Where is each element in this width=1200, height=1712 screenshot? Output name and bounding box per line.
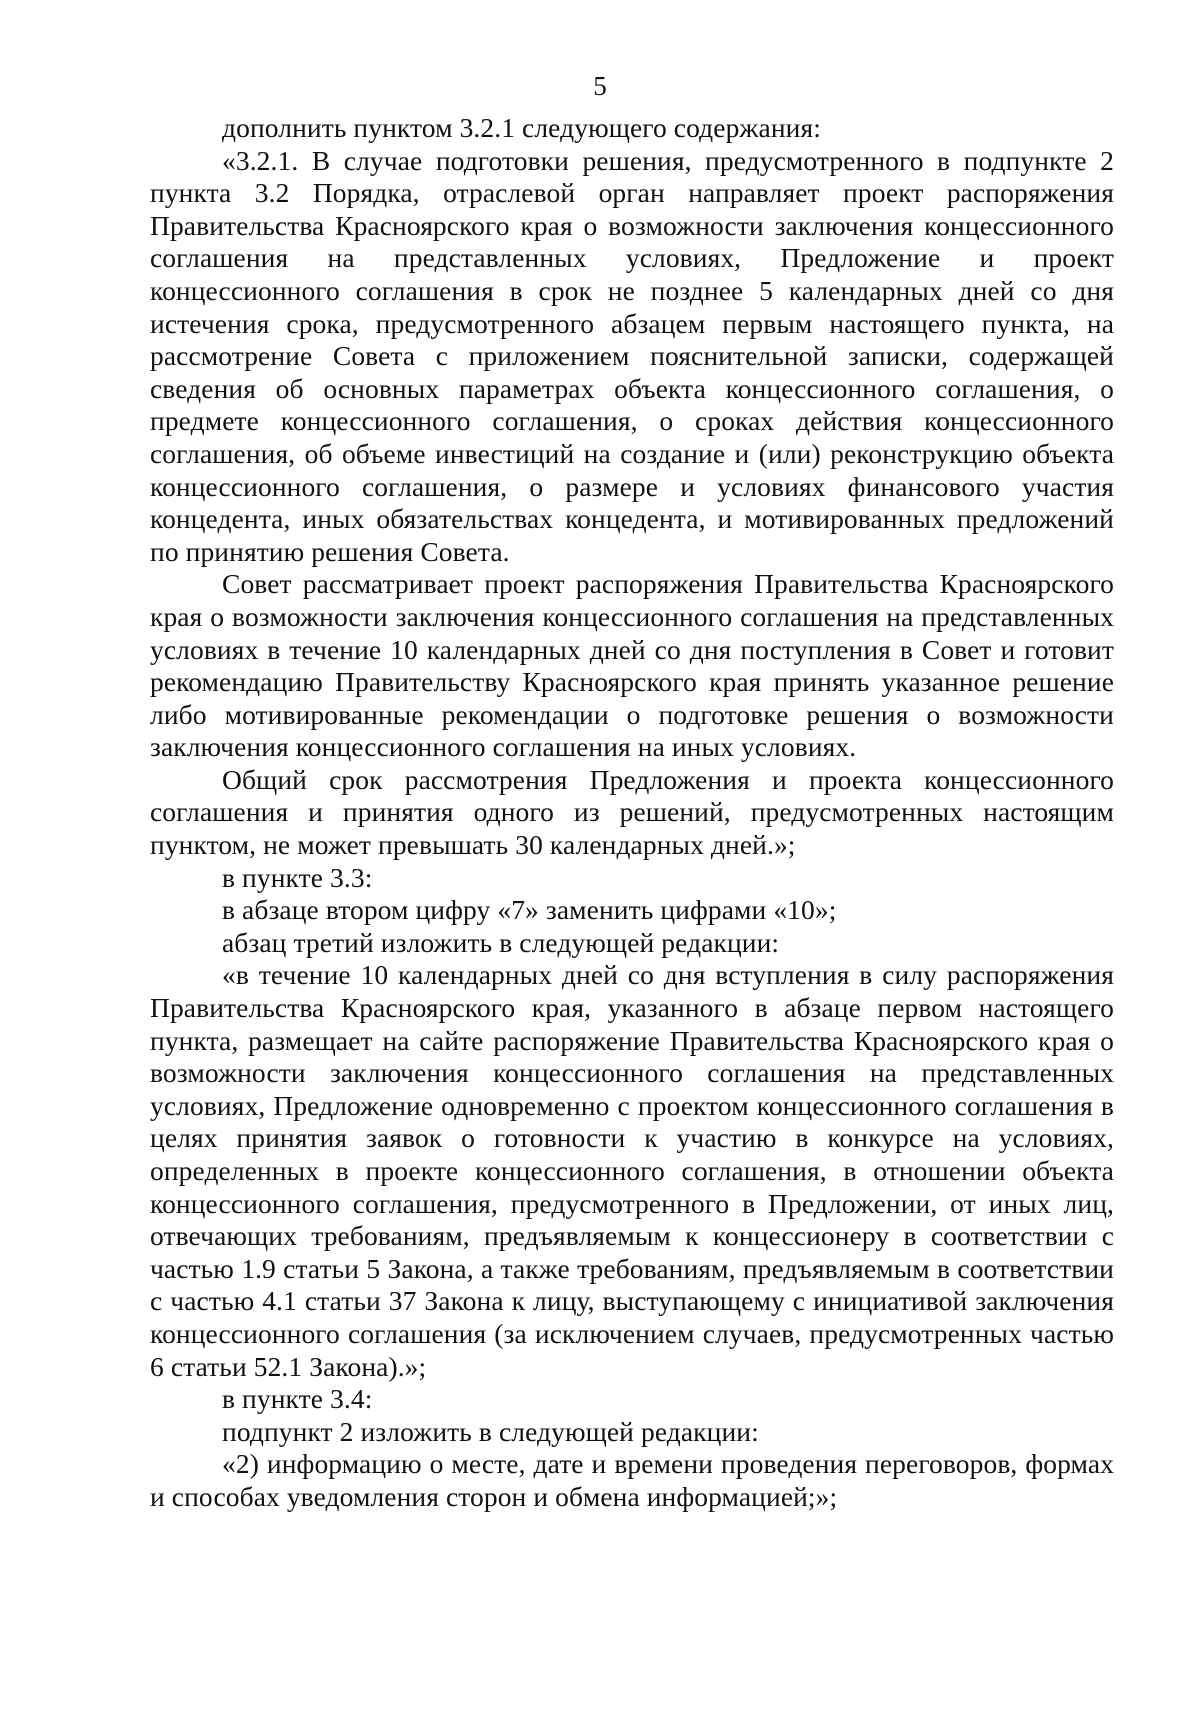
paragraph-third-abzac: абзац третий изложить в следующей редакции: — [222, 926, 780, 958]
paragraph-total-term: Общий срок рассмотрения Предложения и проекта концессионного соглашения и принятия одного из решений, предусмотренных настоящим пунктом, не может превышать 30 календарных дней.»; — [150, 763, 1114, 861]
paragraph-clause-3-4: в пункте 3.4: — [222, 1383, 373, 1415]
paragraph-clause-3-2-1: «3.2.1. В случае подготовки решения, предусмотренного в подпункте 2 пункта 3.2 Порядка, отраслевой орган направляет проект распоряжения Правительства Красноярского края о возможности заключения концессионного соглашения на представленных условиях, Предложение и проект концессионного соглашения в срок не позднее 5 календарных дней со дня истечения срока, предусмотренного абзацем первым настоящего пункта, на рассмотрение Совета с приложением пояснительной записки, содержащей сведения об основных параметрах объекта концессионного соглашения, о предмете концессионного соглашения, о сроках действия концессионного соглашения, об объеме инвестиций на создание и (или) реконструкцию объекта концессионного соглашения, о размере и условиях финансового участия концедента, иных обязательствах концедента, и мотивированных предложений по принятию решения Совета. — [150, 144, 1114, 567]
paragraph-clause-3-3: в пункте 3.3: — [222, 861, 373, 893]
paragraph-new-wording: «в течение 10 календарных дней со дня вступления в силу распоряжения Правительства Красноярского края, указанного в абзаце первом настоящего пункта, размещает на сайте распоряжение Правительства Красноярского края о возможности заключения концессионного соглашения на представленных условиях, Предложение одновременно с проектом концессионного соглашения в целях принятия заявок о готовности к участию в конкурсе на условиях, определенных в проекте концессионного соглашения, в отношении объекта концессионного соглашения, предусмотренного в Предложении, от иных лиц, отвечающих требованиям, предъявляемым к концессионеру в соответствии с частью 1.9 статьи 5 Закона, а также требованиям, предъявляемым в соответствии с частью 4.1 статьи 37 Закона к лицу, выступающему с инициативой заключения концессионного соглашения (за исключением случаев, предусмотренных частью 6 статьи 52.1 Закона).»; — [150, 959, 1114, 1382]
paragraph-subclause-2: подпункт 2 изложить в следующей редакции: — [222, 1415, 759, 1447]
paragraph-council-review: Совет рассматривает проект распоряжения Правительства Красноярского края о возможности заключения концессионного соглашения на представленных условиях в течение 10 календарных дней со дня поступления в Совет и готовит рекомендацию Правительству Красноярского края принять указанное решение либо мотивированные рекомендации о подготовке решения о возможности заключения концессионного соглашения на иных условиях. — [150, 568, 1114, 763]
paragraph-add-clause: дополнить пунктом 3.2.1 следующего содержания: — [222, 112, 821, 143]
paragraph-negotiation-info: «2) информацию о месте, дате и времени проведения переговоров, формах и способах уведомления сторон и обмена информацией;»; — [150, 1448, 1114, 1512]
paragraph-replace-digit: в абзаце втором цифру «7» заменить цифрами «10»; — [222, 894, 837, 926]
page-number: 5 — [593, 71, 607, 101]
document-body — [150, 112, 1114, 1514]
